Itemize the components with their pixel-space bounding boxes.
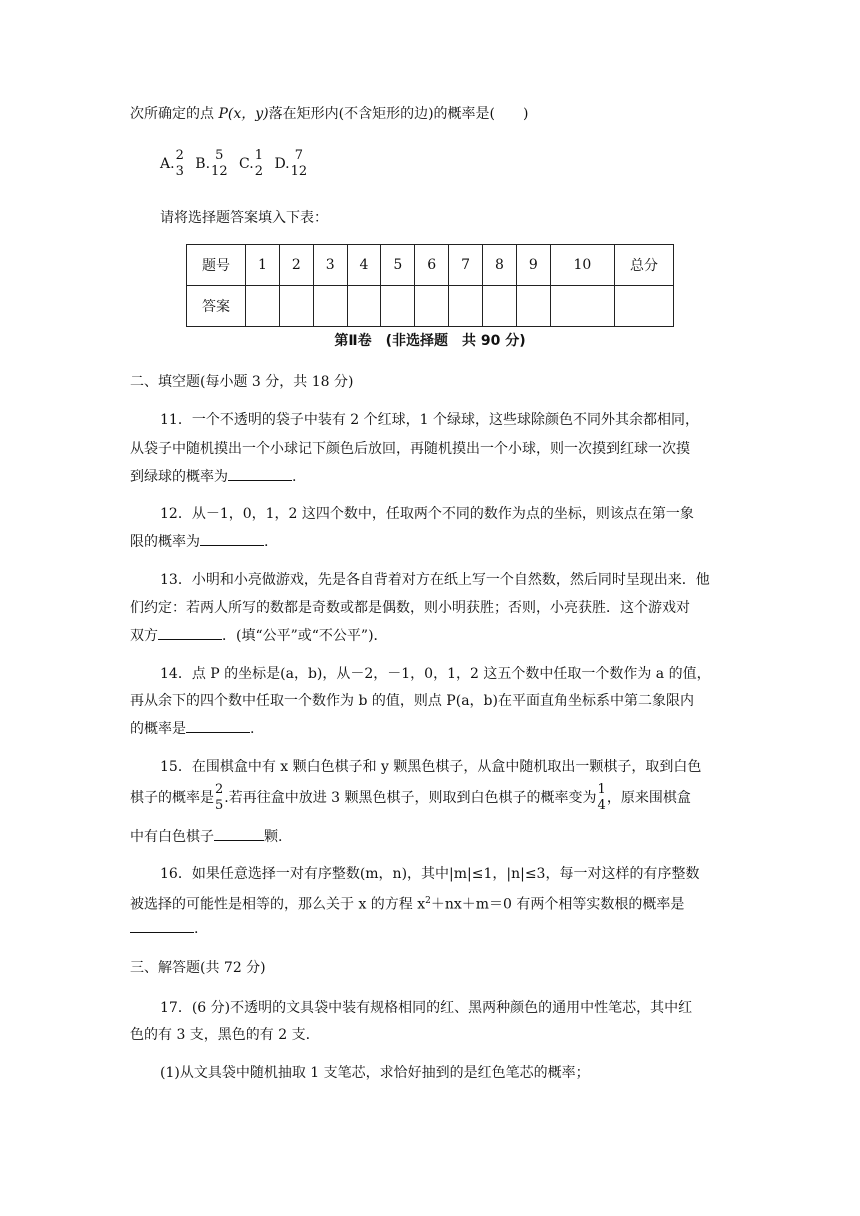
q10-option-a: A. 2 3	[160, 148, 184, 179]
answer-cell-5[interactable]	[381, 286, 415, 327]
q13-line-2: 们约定：若两人所写的数都是奇数或都是偶数，则小明获胜；否则，小亮获胜．这个游戏对	[130, 600, 690, 616]
q15-fraction-2: 1 4	[597, 782, 606, 813]
q12-line-2: 限的概率为 .	[130, 531, 268, 552]
q12-line-1: 12．从－1，0，1，2 这四个数中，任取两个不同的数作为点的坐标，则该点在第一象	[160, 506, 694, 522]
section-2-heading: 二、填空题(每小题 3 分，共 18 分)	[130, 374, 354, 390]
column-2: 2	[279, 245, 313, 286]
q14-line-3: 的概率是 .	[130, 718, 254, 739]
column-8: 8	[483, 245, 517, 286]
q15-answer-blank[interactable]	[214, 826, 264, 841]
answer-cell-4[interactable]	[347, 286, 381, 327]
answer-cell-3[interactable]	[313, 286, 347, 327]
answer-table-header-row	[187, 245, 674, 286]
q16-answer-blank[interactable]	[130, 918, 194, 933]
part-2-title: 第Ⅱ卷 (非选择题 共 90 分)	[334, 333, 526, 349]
total-score-cell[interactable]	[615, 286, 674, 327]
column-3: 3	[313, 245, 347, 286]
q10-option-c: C. 1 2	[239, 148, 263, 179]
question-number-label: 题号	[187, 245, 246, 286]
q17-subquestion-1: (1)从文具袋中随机抽取 1 支笔芯，求恰好抽到的是红色笔芯的概率；	[160, 1065, 590, 1081]
q12-answer-blank[interactable]	[200, 531, 264, 546]
q16-line-2: 被选择的可能性是相等的，那么关于 x 的方程 $x^2+nx+m=0$ 有两个相等实数根的概率是	[130, 896, 685, 913]
q11-line-2: 从袋子中随机摸出一个小球记下颜色后放回，再随机摸出一个小球，则一次摸到红球一次摸	[130, 441, 690, 457]
answer-table-answer-row	[187, 286, 674, 327]
q13-answer-blank[interactable]	[158, 625, 222, 640]
answer-label: 答案	[187, 286, 246, 327]
q17-line-1: 17．(6 分)不透明的文具袋中装有规格相同的红、黑两种颜色的通用中性笔芯，其中红	[160, 1000, 693, 1016]
q15-line-1: 15．在围棋盒中有 x 颗白色棋子和 y 颗黑色棋子，从盒中随机取出一颗棋子，取到白色	[160, 759, 702, 775]
q10-stem-a: 次所确定的点	[130, 106, 219, 122]
answer-cell-2[interactable]	[279, 286, 313, 327]
q13-line-1: 13．小明和小亮做游戏，先是各自背着对方在纸上写一个自然数，然后同时呈现出来．他	[160, 572, 710, 588]
q15-line-3: 中有白色棋子 颗.	[130, 826, 282, 847]
column-9: 9	[516, 245, 550, 286]
column-4: 4	[347, 245, 381, 286]
total-score-label: 总分	[615, 245, 674, 286]
q14-answer-blank[interactable]	[186, 718, 250, 733]
q11-answer-blank[interactable]	[228, 466, 292, 481]
q10-stem-var: P(x，y)	[218, 106, 269, 122]
answer-cell-6[interactable]	[415, 286, 449, 327]
q11-line-3: 到绿球的概率为 .	[130, 466, 296, 487]
q13-line-3: 双方 ．(填“公平”或“不公平”)．	[130, 625, 388, 646]
column-6: 6	[415, 245, 449, 286]
table-instruction: 请将选择题答案填入下表：	[160, 210, 328, 226]
q10-options	[160, 148, 314, 180]
q16-line-3: .	[130, 918, 198, 939]
answer-cell-9[interactable]	[516, 286, 550, 327]
column-1: 1	[246, 245, 280, 286]
q10-option-d: D. 7 12	[274, 148, 308, 179]
q10-stem-b: 落在矩形内(不含矩形的边)的概率是( )	[268, 106, 529, 122]
q14-line-1: 14．点 P 的坐标是(a，b)，从－2，－1，0，1，2 这五个数中任取一个数作为 a 的值，	[160, 666, 711, 682]
q10-stem	[130, 104, 528, 124]
answer-cell-8[interactable]	[483, 286, 517, 327]
section-3-heading: 三、解答题(共 72 分)	[130, 960, 266, 976]
column-10: 10	[550, 245, 614, 286]
q16-line-1: 16．如果任意选择一对有序整数(m，n)，其中|m|≤1，|n|≤3，每一对这样的有序整数	[160, 866, 700, 882]
column-7: 7	[449, 245, 483, 286]
q11-line-1: 11．一个不透明的袋子中装有 2 个红球，1 个绿球，这些球除颜色不同外其余都相同，	[160, 412, 699, 428]
answer-cell-10[interactable]	[550, 286, 614, 327]
q17-line-2: 色的有 3 支，黑色的有 2 支.	[130, 1027, 311, 1043]
answer-cell-7[interactable]	[449, 286, 483, 327]
q10-option-b: B. 5 12	[195, 148, 228, 179]
answer-cell-1[interactable]	[246, 286, 280, 327]
column-5: 5	[381, 245, 415, 286]
q15-line-2: 棋子的概率是 2 5 .若再往盒中放进 3 颗黑色棋子，则取到白色棋子的概率变为 1 4 ，原来围棋盒	[130, 782, 691, 813]
answer-table	[186, 244, 674, 327]
q15-fraction-1: 2 5	[215, 782, 224, 813]
q14-line-2: 再从余下的四个数中任取一个数作为 b 的值，则点 P(a，b)在平面直角坐标系中第二象限内	[130, 693, 694, 709]
